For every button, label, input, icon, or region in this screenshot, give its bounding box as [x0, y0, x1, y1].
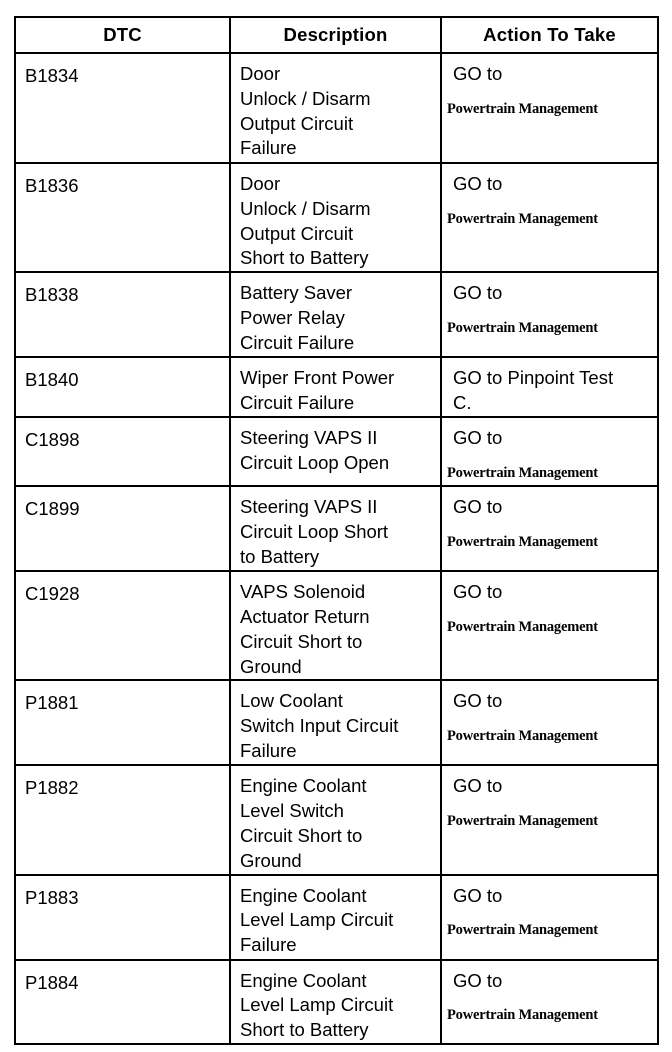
action-text: GO to	[453, 581, 503, 603]
description-line: Circuit Short to	[240, 824, 363, 846]
action-text-continued: C.	[453, 391, 472, 413]
description-line: Level Lamp Circuit	[240, 994, 394, 1016]
description-line: Door	[240, 63, 281, 84]
action-text: GO to	[453, 173, 503, 194]
action-cell	[441, 875, 658, 960]
action-text: GO to	[453, 282, 503, 304]
description-line: Circuit Failure	[240, 391, 355, 413]
table-row	[15, 571, 658, 680]
dtc-code: P1884	[15, 960, 230, 1044]
description-line: Output Circuit	[240, 112, 354, 134]
description-line: Circuit Loop Short	[240, 520, 389, 542]
description-line: Wiper Front Power	[240, 367, 395, 389]
description-line: Failure	[240, 137, 297, 159]
table-row	[15, 357, 658, 417]
action-target-link[interactable]: Powertrain Management	[447, 100, 598, 117]
description-line: Actuator Return	[240, 605, 370, 627]
action-text: GO to	[453, 63, 503, 84]
action-cell	[441, 53, 658, 163]
action-text: GO to	[453, 427, 503, 449]
action-cell	[441, 960, 658, 1044]
description-line: Circuit Short to	[240, 630, 363, 652]
table-row	[15, 163, 658, 272]
description-line: Switch Input Circuit	[240, 715, 399, 737]
action-text: GO to	[453, 496, 503, 518]
action-cell	[441, 486, 658, 571]
action-target-link[interactable]: Powertrain Management	[447, 618, 598, 635]
table-row	[15, 486, 658, 571]
dtc-description	[230, 960, 441, 1044]
table-row	[15, 680, 658, 765]
action-cell	[441, 765, 658, 874]
dtc-description	[230, 875, 441, 960]
dtc-description	[230, 272, 441, 357]
action-target-link[interactable]: Powertrain Management	[447, 1007, 598, 1024]
description-line: Short to Battery	[240, 1019, 369, 1041]
dtc-code: B1834	[15, 53, 230, 163]
dtc-code: P1882	[15, 765, 230, 874]
dtc-code: C1899	[15, 486, 230, 571]
dtc-description	[230, 163, 441, 272]
action-cell	[441, 272, 658, 357]
dtc-description	[230, 53, 441, 163]
dtc-code: P1881	[15, 680, 230, 765]
description-line: Engine Coolant	[240, 775, 367, 797]
description-line: Power Relay	[240, 306, 345, 328]
table-header-row	[15, 17, 658, 53]
description-line: Short to Battery	[240, 247, 369, 269]
dtc-code: P1883	[15, 875, 230, 960]
description-line: Failure	[240, 934, 297, 956]
description-line: Level Lamp Circuit	[240, 909, 394, 931]
action-target-link[interactable]: Powertrain Management	[447, 319, 598, 336]
dtc-description	[230, 571, 441, 680]
dtc-description	[230, 357, 441, 417]
action-target-link[interactable]: Powertrain Management	[447, 922, 598, 939]
header-description: Description	[230, 17, 441, 53]
dtc-code: B1838	[15, 272, 230, 357]
header-dtc: DTC	[15, 17, 230, 53]
description-line: Engine Coolant	[240, 969, 367, 991]
table-row	[15, 765, 658, 874]
description-line: Failure	[240, 739, 297, 761]
dtc-code: C1928	[15, 571, 230, 680]
table-row	[15, 417, 658, 486]
table-row	[15, 53, 658, 163]
dtc-table	[14, 16, 659, 1045]
description-line: Door	[240, 173, 281, 194]
action-text: GO to	[453, 884, 503, 906]
table-row	[15, 272, 658, 357]
dtc-code: B1840	[15, 357, 230, 417]
description-line: Unlock / Disarm	[240, 197, 371, 219]
action-text: GO to	[453, 969, 503, 991]
dtc-description	[230, 680, 441, 765]
dtc-code: B1836	[15, 163, 230, 272]
description-line: Output Circuit	[240, 222, 354, 244]
description-line: Unlock / Disarm	[240, 87, 371, 109]
action-cell	[441, 357, 658, 417]
description-line: Ground	[240, 655, 302, 677]
description-line: Circuit Loop Open	[240, 451, 390, 473]
description-line: Circuit Failure	[240, 331, 355, 353]
action-cell	[441, 417, 658, 486]
description-line: Low Coolant	[240, 690, 343, 712]
description-line: Battery Saver	[240, 282, 353, 304]
action-text: GO to	[453, 690, 503, 712]
action-cell	[441, 680, 658, 765]
description-line: Steering VAPS II	[240, 496, 378, 518]
action-target-link[interactable]: Powertrain Management	[447, 210, 598, 227]
action-cell	[441, 571, 658, 680]
action-target-link[interactable]: Powertrain Management	[447, 533, 598, 550]
description-line: Steering VAPS II	[240, 427, 378, 449]
action-text: GO to Pinpoint Test	[453, 367, 614, 389]
dtc-description	[230, 486, 441, 571]
action-target-link[interactable]: Powertrain Management	[447, 812, 598, 829]
dtc-code: C1898	[15, 417, 230, 486]
action-target-link[interactable]: Powertrain Management	[447, 727, 598, 744]
action-cell	[441, 163, 658, 272]
dtc-description	[230, 765, 441, 874]
description-line: Level Switch	[240, 800, 344, 822]
header-action: Action To Take	[441, 17, 658, 53]
description-line: Engine Coolant	[240, 884, 367, 906]
dtc-description	[230, 417, 441, 486]
table-row	[15, 875, 658, 960]
action-target-link[interactable]: Powertrain Management	[447, 464, 598, 481]
table-row	[15, 960, 658, 1044]
action-text: GO to	[453, 775, 503, 797]
description-line: to Battery	[240, 545, 320, 567]
description-line: Ground	[240, 849, 302, 871]
description-line: VAPS Solenoid	[240, 581, 366, 603]
